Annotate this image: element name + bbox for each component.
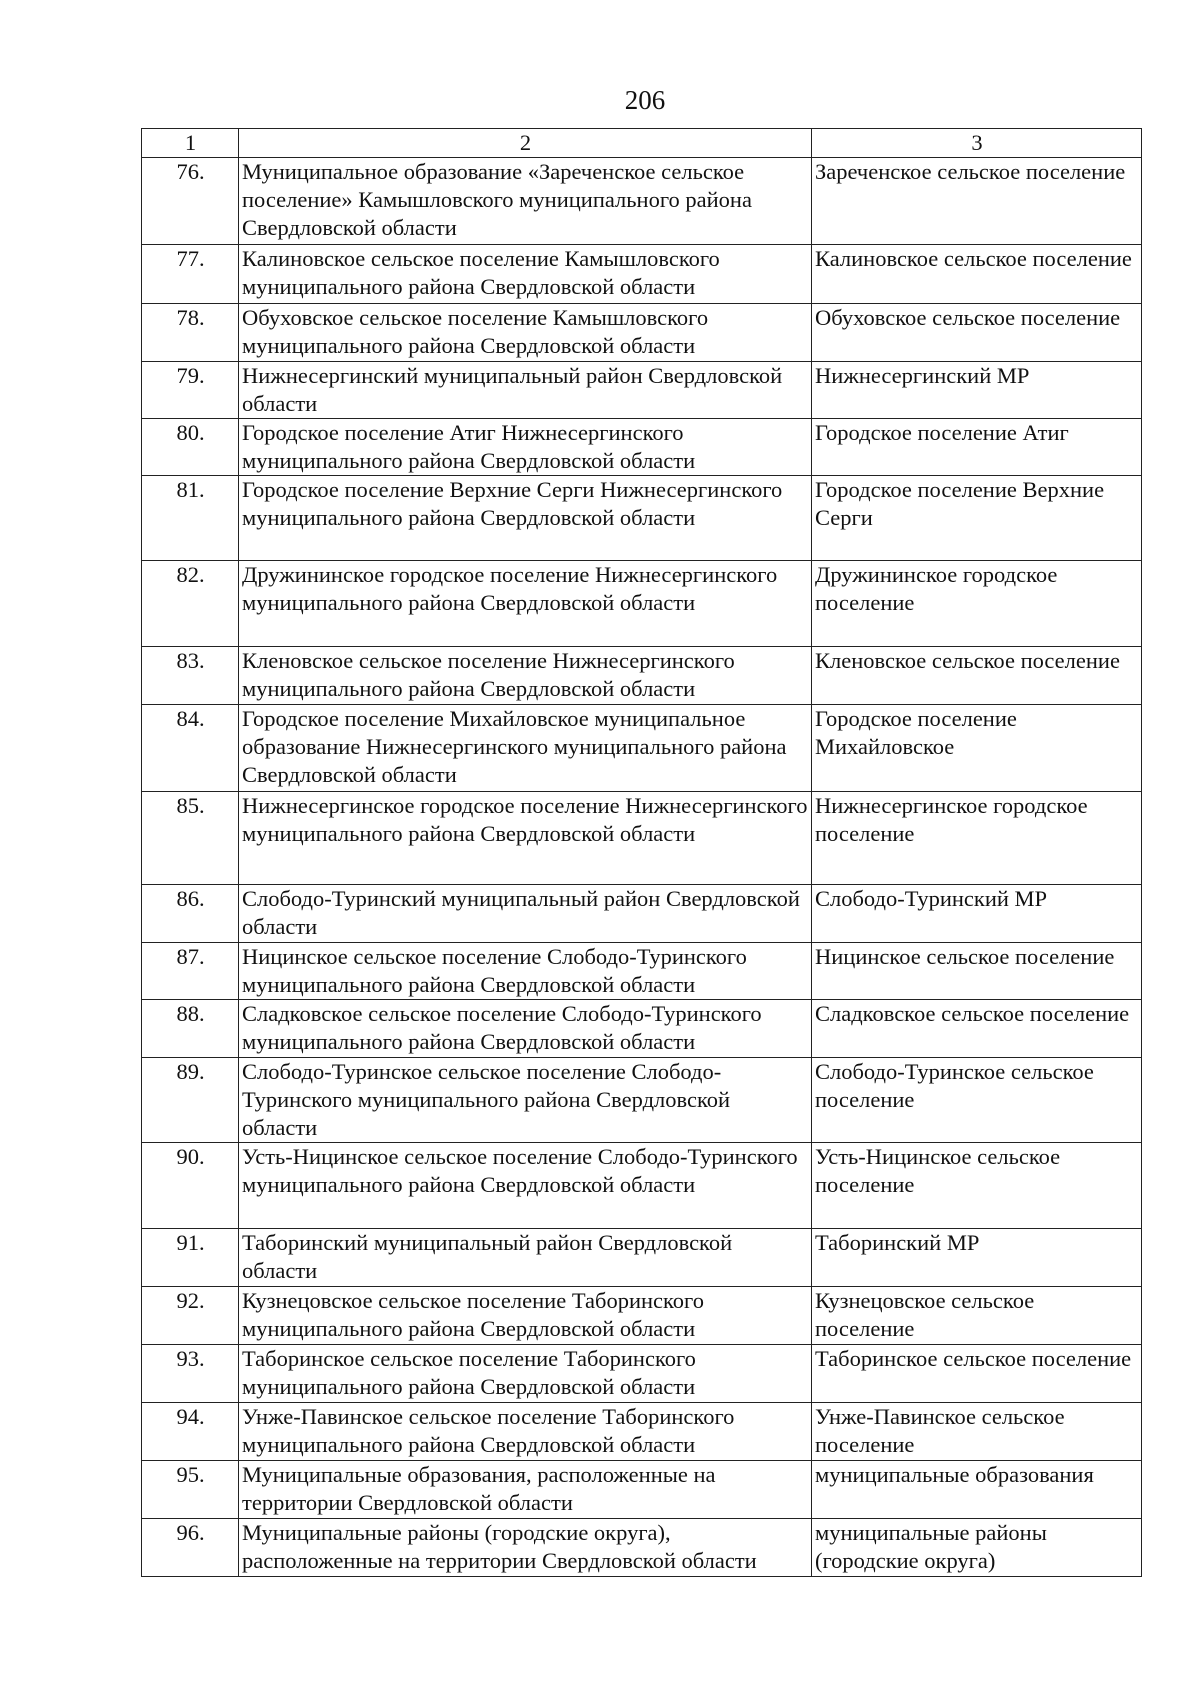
full-name-cell: Усть-Ницинское сельское поселение Слободо-Туринского муниципального района Свердловской области [239, 1143, 812, 1229]
short-name-cell: Таборинский МР [812, 1229, 1142, 1287]
row-number: 77. [142, 245, 239, 304]
short-name-cell: Усть-Ницинское сельское поселение [812, 1143, 1142, 1229]
table-row [142, 1000, 1142, 1058]
short-name-cell: муниципальные районы (городские округа) [812, 1519, 1142, 1577]
full-name-cell: Кузнецовское сельское поселение Таборинского муниципального района Свердловской области [239, 1287, 812, 1345]
table-row [142, 1403, 1142, 1461]
short-name-cell: муниципальные образования [812, 1461, 1142, 1519]
row-number: 87. [142, 943, 239, 1000]
full-name-cell: Слободо-Туринский муниципальный район Свердловской области [239, 885, 812, 943]
row-number: 95. [142, 1461, 239, 1519]
row-number: 82. [142, 561, 239, 647]
table-row [142, 1287, 1142, 1345]
full-name-cell: Нижнесергинское городское поселение Нижнесергинского муниципального района Свердловской области [239, 792, 812, 885]
table-row [142, 1519, 1142, 1577]
row-number: 76. [142, 158, 239, 245]
short-name-cell: Городское поселение Верхние Серги [812, 476, 1142, 561]
column-header-1: 1 [142, 129, 239, 158]
short-name-cell: Ницинское сельское поселение [812, 943, 1142, 1000]
full-name-cell: Дружининское городское поселение Нижнесергинского муниципального района Свердловской области [239, 561, 812, 647]
table-body [142, 158, 1142, 1577]
row-number: 81. [142, 476, 239, 561]
short-name-cell: Городское поселение Атиг [812, 419, 1142, 476]
row-number: 79. [142, 362, 239, 419]
table-row [142, 476, 1142, 561]
short-name-cell: Нижнесергинский МР [812, 362, 1142, 419]
table-row [142, 943, 1142, 1000]
row-number: 78. [142, 304, 239, 362]
table-row [142, 705, 1142, 792]
column-header-2: 2 [239, 129, 812, 158]
short-name-cell: Унже-Павинское сельское поселение [812, 1403, 1142, 1461]
table-header [142, 129, 1142, 158]
table-row [142, 1461, 1142, 1519]
table-row [142, 885, 1142, 943]
short-name-cell: Слободо-Туринское сельское поселение [812, 1058, 1142, 1143]
column-header-3: 3 [812, 129, 1142, 158]
table-row [142, 1143, 1142, 1229]
full-name-cell: Слободо-Туринское сельское поселение Слободо-Туринского муниципального района Свердловской области [239, 1058, 812, 1143]
municipal-register-table [141, 128, 1142, 1577]
short-name-cell: Слободо-Туринский МР [812, 885, 1142, 943]
short-name-cell: Нижнесергинское городское поселение [812, 792, 1142, 885]
row-number: 83. [142, 647, 239, 705]
row-number: 88. [142, 1000, 239, 1058]
full-name-cell: Сладковское сельское поселение Слободо-Туринского муниципального района Свердловской области [239, 1000, 812, 1058]
row-number: 92. [142, 1287, 239, 1345]
full-name-cell: Нижнесергинский муниципальный район Свердловской области [239, 362, 812, 419]
row-number: 80. [142, 419, 239, 476]
table-row [142, 245, 1142, 304]
row-number: 91. [142, 1229, 239, 1287]
table-row [142, 304, 1142, 362]
full-name-cell: Таборинский муниципальный район Свердловской области [239, 1229, 812, 1287]
page-number: 206 [624, 85, 666, 115]
table-row [142, 1345, 1142, 1403]
short-name-cell: Зареченское сельское поселение [812, 158, 1142, 245]
full-name-cell: Кленовское сельское поселение Нижнесергинского муниципального района Свердловской области [239, 647, 812, 705]
row-number: 89. [142, 1058, 239, 1143]
row-number: 90. [142, 1143, 239, 1229]
full-name-cell: Городское поселение Атиг Нижнесергинского муниципального района Свердловской области [239, 419, 812, 476]
row-number: 86. [142, 885, 239, 943]
row-number: 93. [142, 1345, 239, 1403]
full-name-cell: Ницинское сельское поселение Слободо-Туринского муниципального района Свердловской области [239, 943, 812, 1000]
short-name-cell: Городское поселение Михайловское [812, 705, 1142, 792]
table-row [142, 362, 1142, 419]
full-name-cell: Обуховское сельское поселение Камышловского муниципального района Свердловской области [239, 304, 812, 362]
short-name-cell: Дружининское городское поселение [812, 561, 1142, 647]
short-name-cell: Калиновское сельское поселение [812, 245, 1142, 304]
table-row [142, 1058, 1142, 1143]
full-name-cell: Городское поселение Михайловское муниципальное образование Нижнесергинского муниципального района Свердловской области [239, 705, 812, 792]
short-name-cell: Таборинское сельское поселение [812, 1345, 1142, 1403]
table-row [142, 1229, 1142, 1287]
short-name-cell: Кузнецовское сельское поселение [812, 1287, 1142, 1345]
short-name-cell: Сладковское сельское поселение [812, 1000, 1142, 1058]
table-row [142, 561, 1142, 647]
full-name-cell: Таборинское сельское поселение Таборинского муниципального района Свердловской области [239, 1345, 812, 1403]
table-row [142, 792, 1142, 885]
short-name-cell: Кленовское сельское поселение [812, 647, 1142, 705]
row-number: 84. [142, 705, 239, 792]
full-name-cell: Калиновское сельское поселение Камышловского муниципального района Свердловской области [239, 245, 812, 304]
short-name-cell: Обуховское сельское поселение [812, 304, 1142, 362]
full-name-cell: Городское поселение Верхние Серги Нижнесергинского муниципального района Свердловской области [239, 476, 812, 561]
row-number: 94. [142, 1403, 239, 1461]
full-name-cell: Муниципальное образование «Зареченское сельское поселение» Камышловского муниципального района Свердловской области [239, 158, 812, 245]
full-name-cell: Муниципальные районы (городские округа), расположенные на территории Свердловской области [239, 1519, 812, 1577]
table-row [142, 158, 1142, 245]
full-name-cell: Унже-Павинское сельское поселение Таборинского муниципального района Свердловской области [239, 1403, 812, 1461]
row-number: 85. [142, 792, 239, 885]
table-row [142, 647, 1142, 705]
row-number: 96. [142, 1519, 239, 1577]
table-row [142, 419, 1142, 476]
full-name-cell: Муниципальные образования, расположенные на территории Свердловской области [239, 1461, 812, 1519]
